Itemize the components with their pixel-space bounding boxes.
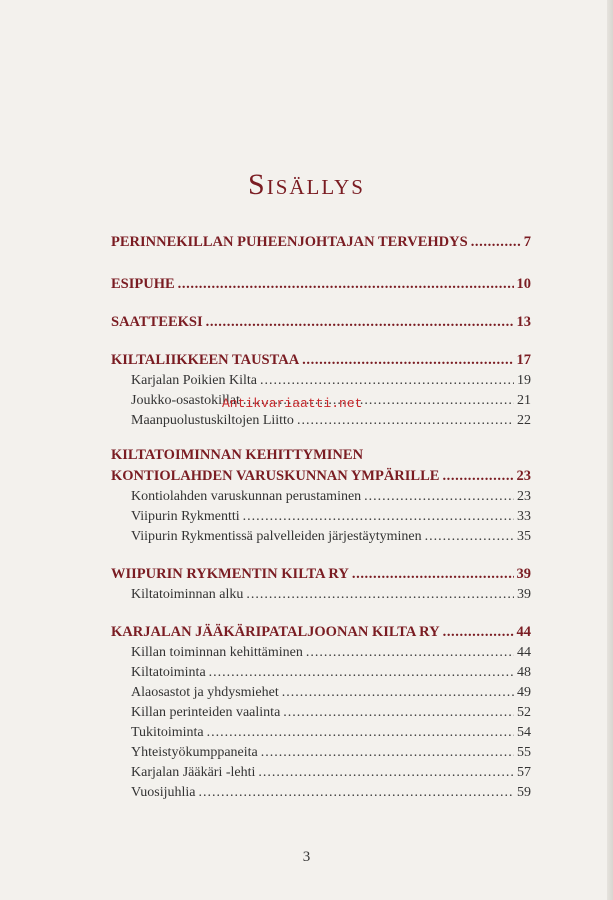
dot-leader — [178, 276, 514, 293]
dot-leader — [352, 566, 514, 583]
dot-leader — [282, 685, 514, 701]
dot-leader — [297, 413, 514, 429]
toc-subentry-label: Tukitoiminta — [131, 725, 204, 740]
dot-leader — [246, 587, 514, 603]
toc-subentry-page: 33 — [517, 509, 531, 524]
toc-subentry-page: 49 — [517, 685, 531, 700]
toc-entry-page: 23 — [516, 468, 531, 484]
toc-subentry-page: 52 — [517, 705, 531, 720]
toc-subentry-page: 21 — [517, 393, 531, 408]
dot-leader — [443, 624, 514, 641]
dot-leader — [199, 785, 515, 801]
watermark: Antikvariaatti.net — [222, 396, 363, 411]
toc-entry-page: 13 — [516, 314, 531, 330]
toc-entry-kontiolahden-varuskunta[interactable] — [111, 468, 531, 485]
toc-entry-page: 17 — [516, 352, 531, 368]
page-edge — [607, 0, 613, 900]
toc-subentry-page: 55 — [517, 745, 531, 760]
toc-subentry-page: 19 — [517, 373, 531, 388]
toc-subentry-label: Alaosastot ja yhdysmiehet — [131, 685, 279, 700]
toc-subentry-page: 44 — [517, 645, 531, 660]
toc-subentry-page: 54 — [517, 725, 531, 740]
page-title: Sisällys — [248, 168, 365, 201]
toc-entry-wiipurin-rykmentin-kilta[interactable] — [111, 566, 531, 583]
dot-leader — [283, 705, 514, 721]
dot-leader — [260, 373, 514, 389]
toc-entry-label: KARJALAN JÄÄKÄRIPATALJOONAN KILTA RY — [111, 624, 440, 640]
toc-subentry[interactable] — [131, 705, 531, 721]
dot-leader — [364, 489, 514, 505]
toc-entry-label: KONTIOLAHDEN VARUSKUNNAN YMPÄRILLE — [111, 468, 440, 484]
toc-entry-page: 44 — [516, 624, 531, 640]
toc-subentry[interactable] — [131, 745, 531, 761]
dot-leader — [425, 529, 514, 545]
toc-subentry-page: 48 — [517, 665, 531, 680]
toc-subentry[interactable] — [131, 373, 531, 389]
toc-subentry[interactable] — [131, 489, 531, 505]
toc-subentry-page: 39 — [517, 587, 531, 602]
toc-subentry-page: 22 — [517, 413, 531, 428]
toc-entry-tervehdys[interactable] — [111, 234, 531, 251]
toc-entry-heading-line1 — [111, 447, 531, 464]
dot-leader — [471, 234, 521, 251]
toc-subentry-label: Kiltatoiminta — [131, 665, 206, 680]
dot-leader — [442, 468, 513, 485]
page-number: 3 — [302, 849, 311, 865]
toc-subentry-page: 57 — [517, 765, 531, 780]
toc-subentry-label: Viipurin Rykmentti — [131, 509, 240, 524]
toc-subentry[interactable] — [131, 645, 531, 661]
dot-leader — [302, 352, 513, 369]
toc-entry-esipuhe[interactable] — [111, 276, 531, 293]
toc-entry-page: 7 — [523, 234, 531, 250]
toc-subentry-label: Kontiolahden varuskunnan perustaminen — [131, 489, 362, 504]
toc-subentry-label: Karjalan Poikien Kilta — [131, 373, 257, 388]
dot-leader — [243, 509, 514, 525]
toc-entry-label: KILTALIIKKEEN TAUSTAA — [111, 352, 300, 368]
toc-entry-label: ESIPUHE — [111, 276, 175, 292]
toc-subentry-label: Yhteistyökumppaneita — [131, 745, 258, 760]
toc-subentry-label: Killan toiminnan kehittäminen — [131, 645, 303, 660]
toc-subentry-page: 23 — [517, 489, 531, 504]
dot-leader — [258, 765, 514, 781]
dot-leader — [261, 745, 514, 761]
toc-subentry[interactable] — [131, 413, 531, 429]
toc-subentry[interactable] — [131, 765, 531, 781]
toc-subentry[interactable] — [131, 529, 531, 545]
toc-subentry-label: Joukko-osastokillat — [131, 393, 240, 408]
toc-subentry-label: Maanpuolustuskiltojen Liitto — [131, 413, 294, 428]
dot-leader — [306, 645, 514, 661]
toc-entry-kiltaliikkeen-taustaa[interactable] — [111, 352, 531, 369]
toc-subentry-page: 35 — [517, 529, 531, 544]
toc-entry-page: 39 — [516, 566, 531, 582]
toc-subentry[interactable] — [131, 785, 531, 801]
dot-leader — [207, 725, 514, 741]
toc-subentry[interactable] — [131, 665, 531, 681]
toc-entry-label: PERINNEKILLAN PUHEENJOHTAJAN TERVEHDYS — [111, 234, 468, 250]
toc-subentry-label: Viipurin Rykmentissä palvelleiden järjestäytyminen — [131, 529, 422, 544]
toc-subentry-label: Vuosijuhlia — [131, 785, 196, 800]
toc-subentry[interactable] — [131, 725, 531, 741]
toc-entry-label: WIIPURIN RYKMENTIN KILTA RY — [111, 566, 349, 582]
toc-entry-label-line1: KILTATOIMINNAN KEHITTYMINEN — [111, 447, 364, 463]
toc-subentry[interactable] — [131, 587, 531, 603]
toc-subentry-label: Kiltatoiminnan alku — [131, 587, 244, 602]
dot-leader — [206, 314, 514, 331]
toc-subentry-page: 59 — [517, 785, 531, 800]
toc-entry-saatteeksi[interactable] — [111, 314, 531, 331]
toc-entry-page: 10 — [516, 276, 531, 292]
toc-subentry[interactable] — [131, 509, 531, 525]
toc-subentry-label: Karjalan Jääkäri -lehti — [131, 765, 256, 780]
dot-leader — [209, 665, 514, 681]
toc-entry-label: SAATTEEKSI — [111, 314, 203, 330]
toc-entry-karjalan-jaakaripataljoona[interactable] — [111, 624, 531, 641]
toc-subentry[interactable] — [131, 685, 531, 701]
toc-subentry-label: Killan perinteiden vaalinta — [131, 705, 281, 720]
